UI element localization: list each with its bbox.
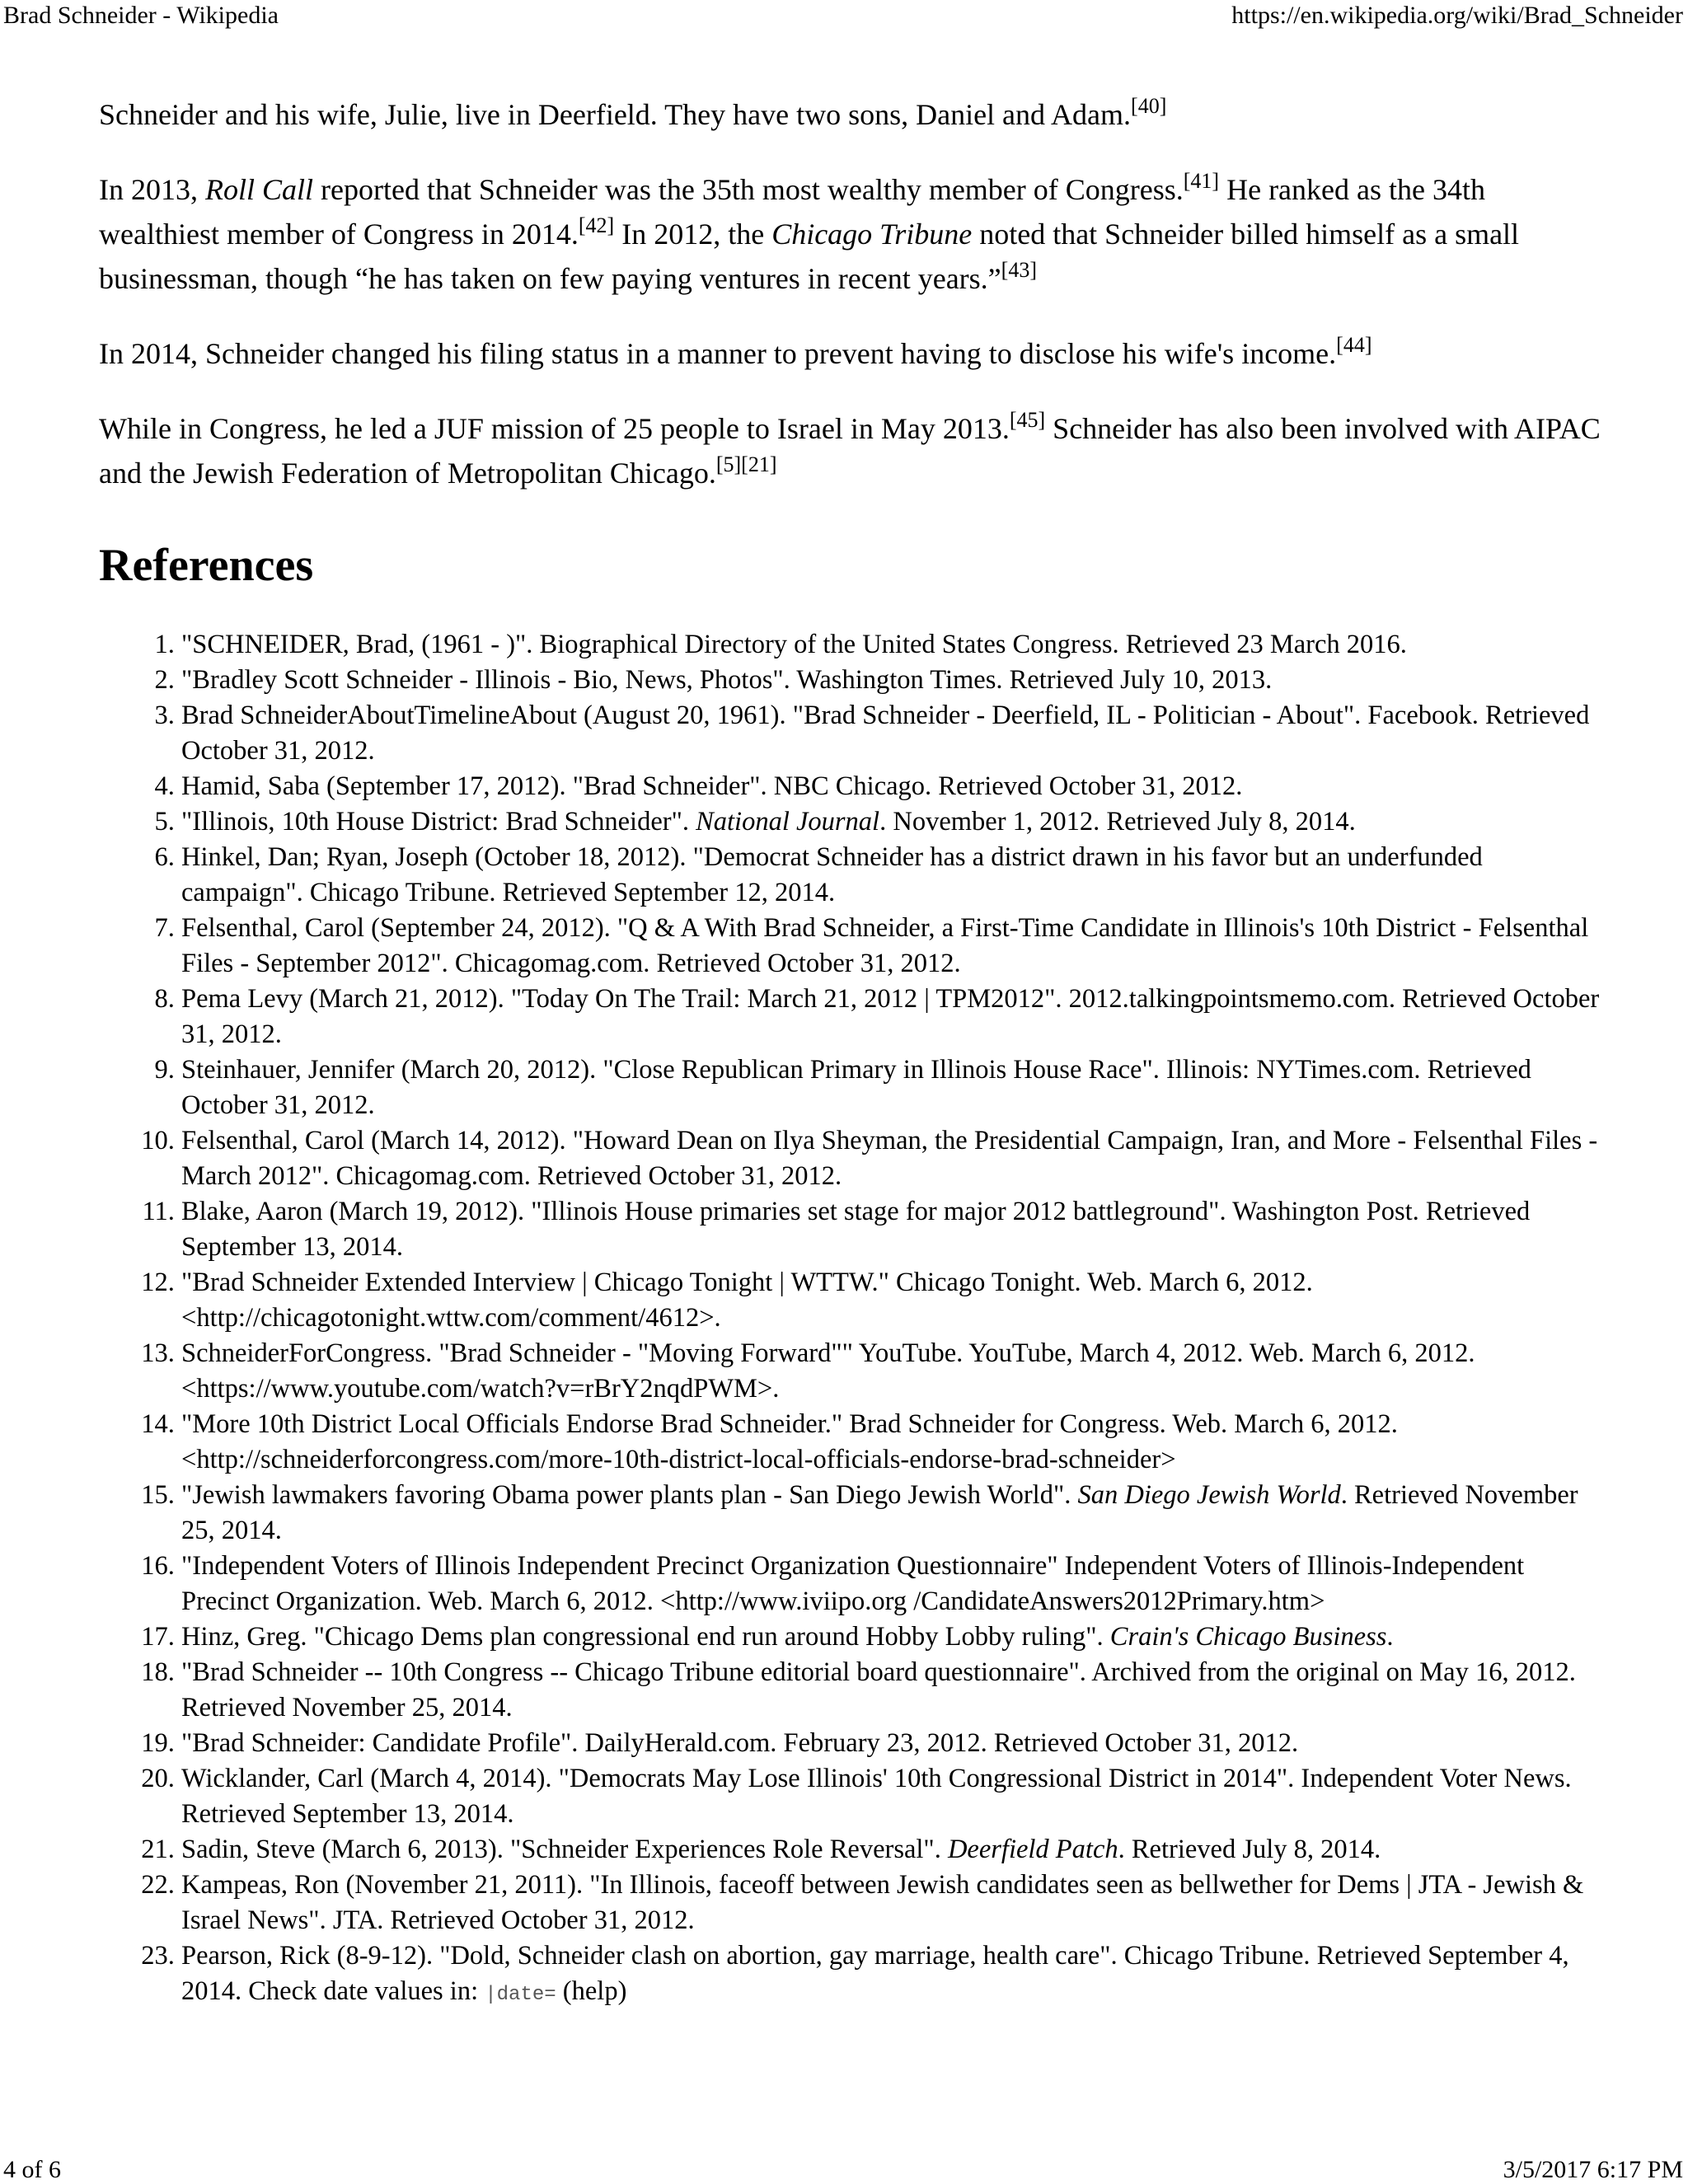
reference-item[interactable]: 4. Hamid, Saba (September 17, 2012). "Brad Schneider". NBC Chicago. Retrieved October 31, 2012. — [181, 769, 1607, 804]
reference-item[interactable]: 14. "More 10th District Local Officials Endorse Brad Schneider." Brad Schneider for Congress. Web. March 6, 2012. <http://schneiderforcongress.com/more-10th-district-local-officials-endorse-brad-schneider> — [181, 1407, 1607, 1478]
references-heading: References — [99, 540, 314, 591]
text: In 2012, the — [614, 218, 772, 251]
help-link[interactable]: (help) — [556, 1976, 627, 2006]
paragraph-family — [99, 92, 1607, 137]
reference-item[interactable]: 17. Hinz, Greg. "Chicago Dems plan congressional end run around Hobby Lobby ruling". Crain's Chicago Business. — [181, 1619, 1607, 1655]
text: In 2013, — [99, 173, 205, 206]
text: In 2014, Schneider changed his filing status in a manner to prevent having to disclose his wife's income. — [99, 337, 1337, 370]
citation-42[interactable]: [42] — [578, 213, 615, 237]
reference-item[interactable]: 1. "SCHNEIDER, Brad, (1961 - )". Biographical Directory of the United States Congress. Retrieved 23 March 2016. — [181, 627, 1607, 663]
print-header-url[interactable]: https://en.wikipedia.org/wiki/Brad_Schneider — [1231, 2, 1683, 29]
publication-roll-call: Roll Call — [205, 173, 314, 206]
text: While in Congress, he led a JUF mission of 25 people to Israel in May 2013. — [99, 412, 1010, 445]
reference-item[interactable]: 13. SchneiderForCongress. "Brad Schneider - "Moving Forward"" YouTube. YouTube, March 4, 2012. Web. March 6, 2012. <https://www.youtube.com/watch?v=rBrY2nqdPWM>. — [181, 1336, 1607, 1407]
citation-43[interactable]: [43] — [1001, 258, 1037, 282]
paragraph-israel — [99, 406, 1607, 495]
reference-item[interactable]: 22. Kampeas, Ron (November 21, 2011). "In Illinois, faceoff between Jewish candidates seen as bellwether for Dems | JTA - Jewish & Israel News". JTA. Retrieved October 31, 2012. — [181, 1868, 1607, 1938]
citation-40[interactable]: [40] — [1131, 94, 1167, 118]
reference-item[interactable]: 12. "Brad Schneider Extended Interview | Chicago Tonight | WTTW." Chicago Tonight. Web. March 6, 2012. <http://chicagotonight.wttw.com/comment/4612>. — [181, 1265, 1607, 1336]
reference-item[interactable]: 2. "Bradley Scott Schneider - Illinois - Bio, News, Photos". Washington Times. Retrieved July 10, 2013. — [181, 663, 1607, 698]
text: Schneider and his wife, Julie, live in Deerfield. They have two sons, Daniel and Adam. — [99, 98, 1132, 131]
reference-item[interactable]: 15. "Jewish lawmakers favoring Obama power plants plan - San Diego Jewish World". San Diego Jewish World. Retrieved November 25, 2014. — [181, 1478, 1607, 1549]
references-list — [99, 627, 1607, 2013]
text: noted that Schneider billed himself as a small businessman, though “he has taken on few paying ventures in recent years.” — [99, 218, 1520, 295]
reference-item[interactable]: 6. Hinkel, Dan; Ryan, Joseph (October 18, 2012). "Democrat Schneider has a district drawn in his favor but an underfunded campaign". Chicago Tribune. Retrieved September 12, 2014. — [181, 840, 1607, 911]
reference-item[interactable]: 20. Wicklander, Carl (March 4, 2014). "Democrats May Lose Illinois' 10th Congressional District in 2014". Independent Voter News. Retrieved September 13, 2014. — [181, 1761, 1607, 1832]
citation-41[interactable]: [41] — [1183, 169, 1220, 193]
citation-5[interactable]: [5] — [715, 452, 742, 476]
reference-item[interactable]: 7. Felsenthal, Carol (September 24, 2012). "Q & A With Brad Schneider, a First-Time Candidate in Illinois's 10th District - Felsenthal Files - September 2012". Chicagomag.com. Retrieved October 31, 2012. — [181, 911, 1607, 982]
article-content — [99, 92, 1607, 2013]
reference-item[interactable]: 5. "Illinois, 10th House District: Brad Schneider". National Journal. November 1, 2012. Retrieved July 8, 2014. — [181, 804, 1607, 840]
reference-item[interactable]: 9. Steinhauer, Jennifer (March 20, 2012). "Close Republican Primary in Illinois House Race". Illinois: NYTimes.com. Retrieved October 31, 2012. — [181, 1052, 1607, 1123]
publication-chicago-tribune: Chicago Tribune — [771, 218, 973, 251]
text: Schneider has also been involved with AIPAC and the Jewish Federation of Metropolitan Chicago. — [99, 412, 1601, 490]
text: reported that Schneider was the 35th most wealthy member of Congress. — [313, 173, 1184, 206]
citation-44[interactable]: [44] — [1336, 333, 1372, 357]
print-footer-page-counter: 4 of 6 — [3, 2156, 61, 2183]
reference-item[interactable]: 16. "Independent Voters of Illinois Independent Precinct Organization Questionnaire" Independent Voters of Illinois-Independent Precinct Organization. Web. March 6, 2012. <http://www.iviipo.org /CandidateAnswers2012Primary.htm> — [181, 1549, 1607, 1619]
text: He ranked as the 34th wealthiest member of Congress in 2014. — [99, 173, 1485, 251]
paragraph-filing — [99, 331, 1607, 376]
reference-item[interactable]: 21. Sadin, Steve (March 6, 2013). "Schneider Experiences Role Reversal". Deerfield Patch. Retrieved July 8, 2014. — [181, 1832, 1607, 1868]
print-footer-datetime: 3/5/2017 6:17 PM — [1503, 2156, 1683, 2183]
reference-item[interactable]: 19. "Brad Schneider: Candidate Profile". DailyHerald.com. February 23, 2012. Retrieved October 31, 2012. — [181, 1726, 1607, 1761]
reference-item[interactable]: 8. Pema Levy (March 21, 2012). "Today On The Trail: March 21, 2012 | TPM2012". 2012.talkingpointsmemo.com. Retrieved October 31, 2012. — [181, 982, 1607, 1052]
citation-45[interactable]: [45] — [1009, 408, 1046, 432]
print-header-title: Brad Schneider - Wikipedia — [3, 2, 279, 29]
reference-item[interactable]: 18. "Brad Schneider -- 10th Congress -- Chicago Tribune editorial board questionnaire". Archived from the original on May 16, 2012. Retrieved November 25, 2014. — [181, 1655, 1607, 1726]
reference-item[interactable]: 10. Felsenthal, Carol (March 14, 2012). "Howard Dean on Ilya Sheyman, the Presidential Campaign, Iran, and More - Felsenthal Files - March 2012". Chicagomag.com. Retrieved October 31, 2012. — [181, 1123, 1607, 1194]
date-param-code: |date= — [485, 1984, 556, 2006]
citation-21[interactable]: [21] — [741, 452, 777, 476]
reference-item[interactable]: 11. Blake, Aaron (March 19, 2012). "Illinois House primaries set stage for major 2012 battleground". Washington Post. Retrieved September 13, 2014. — [181, 1194, 1607, 1265]
reference-item[interactable]: 3. Brad SchneiderAboutTimelineAbout (August 20, 1961). "Brad Schneider - Deerfield, IL - Politician - About". Facebook. Retrieved October 31, 2012. — [181, 698, 1607, 769]
reference-item[interactable]: 23. Pearson, Rick (8-9-12). "Dold, Schneider clash on abortion, gay marriage, health care". Chicago Tribune. Retrieved September 4, 2014. Check date values in: |date= (help) — [181, 1938, 1607, 2013]
paragraph-wealth — [99, 167, 1607, 301]
